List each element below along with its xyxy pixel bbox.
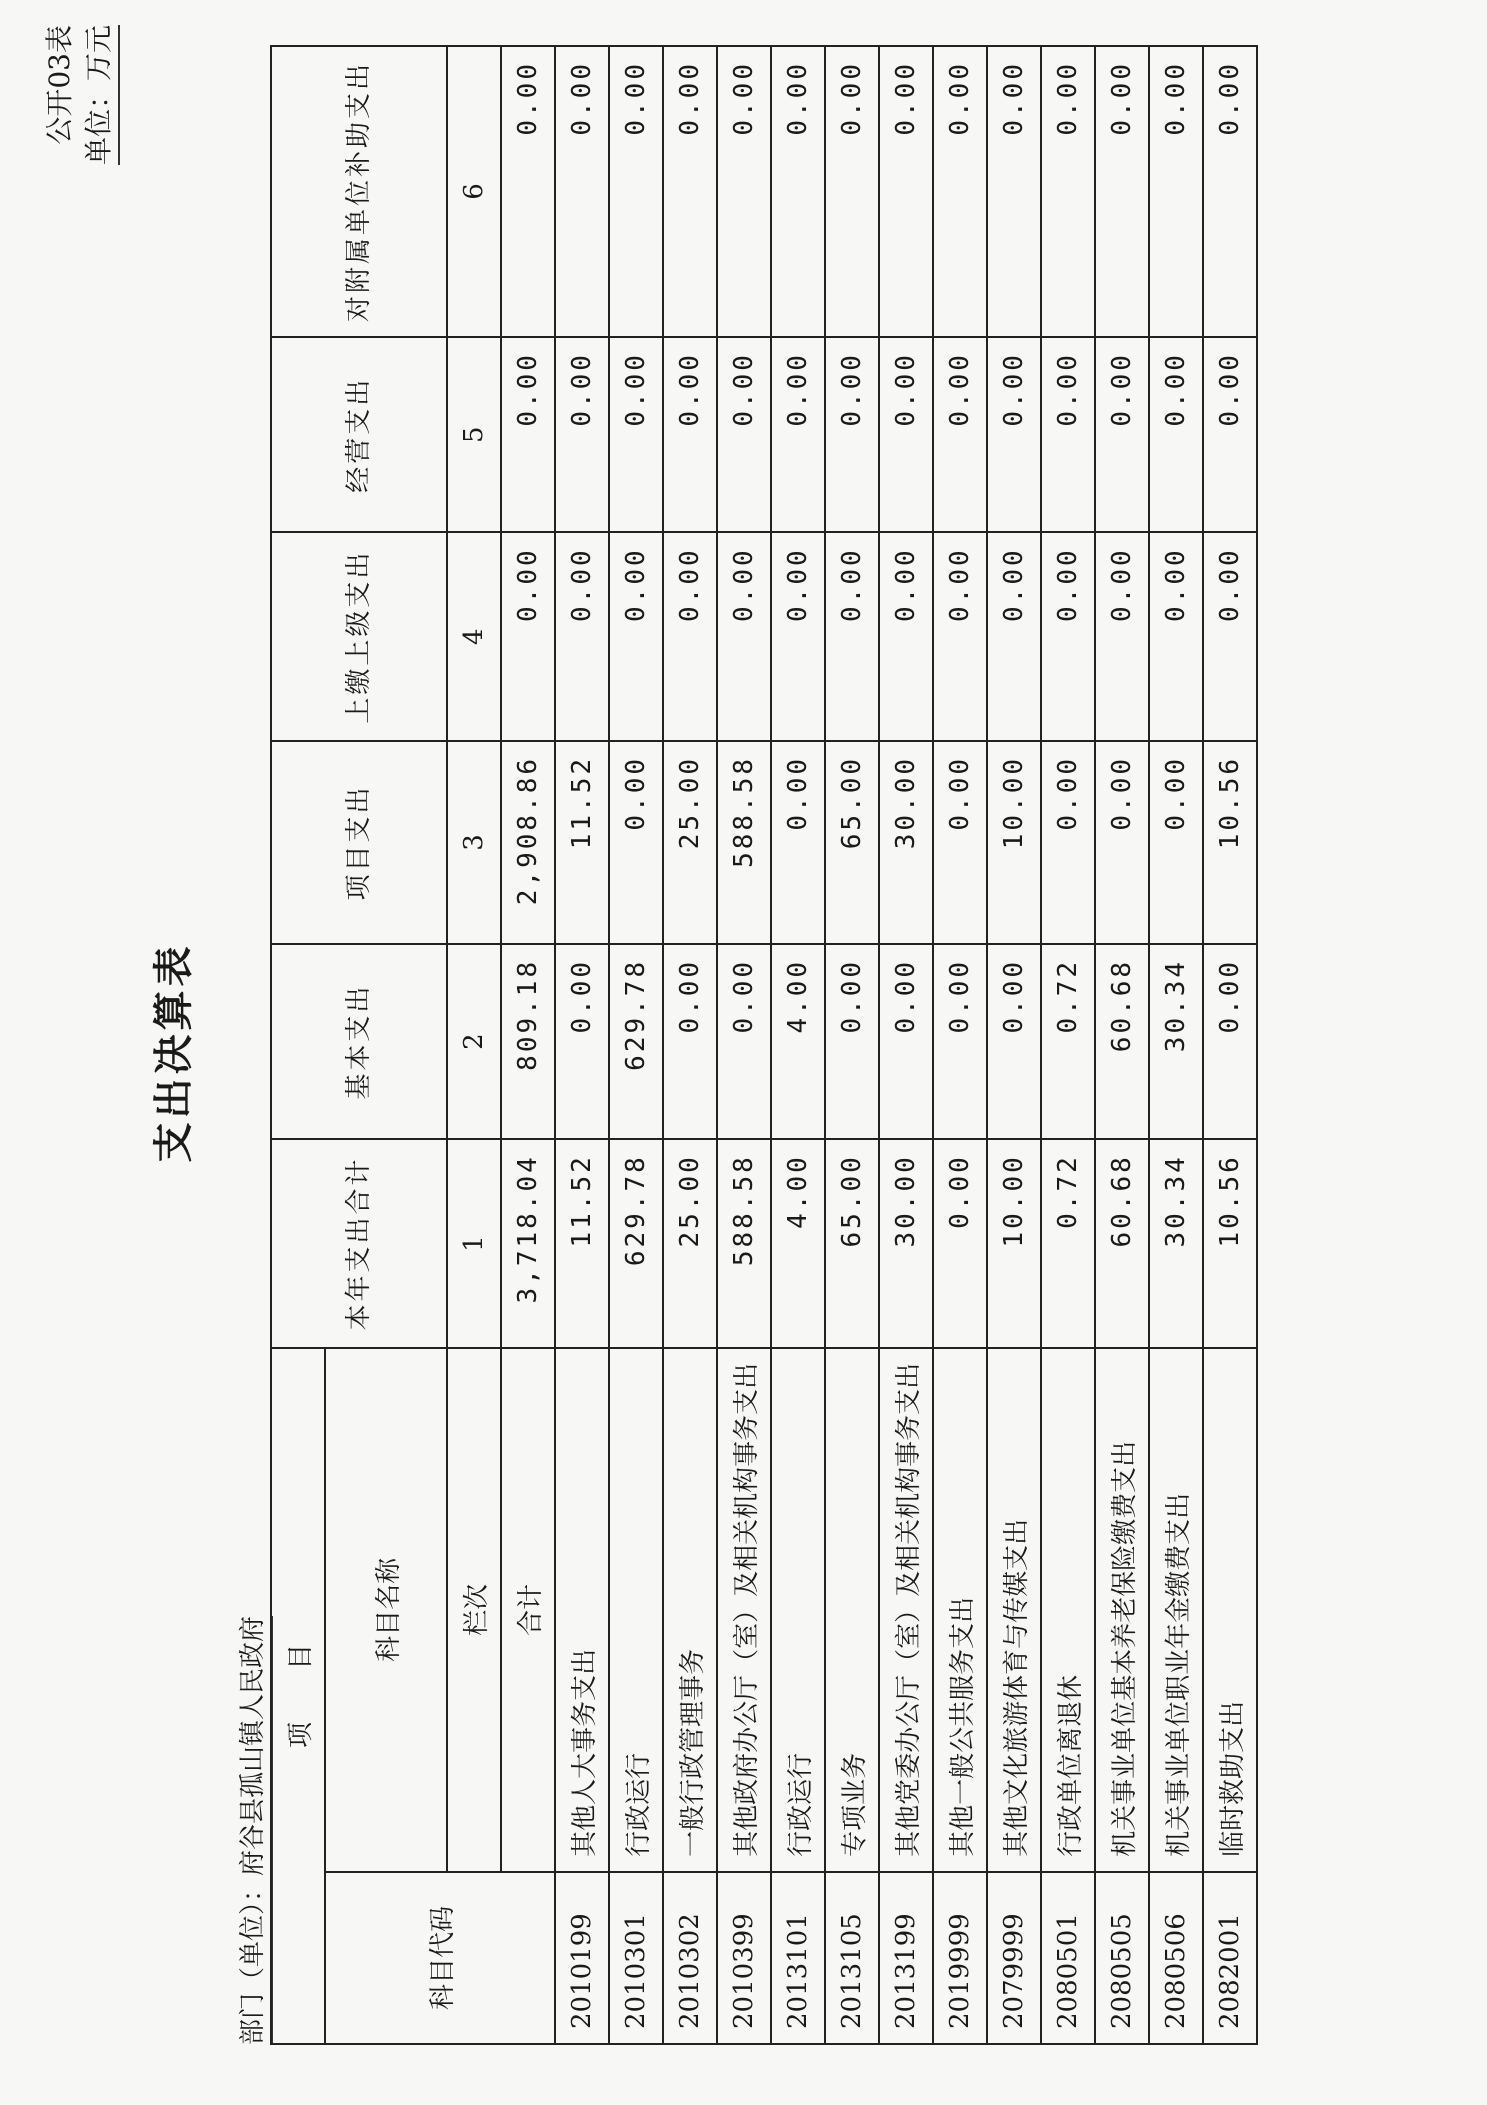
row-name: 其他文化旅游体育与传媒支出: [987, 1348, 1041, 1872]
row-value-5: 0.00: [987, 337, 1041, 532]
row-value-4: 0.00: [555, 532, 609, 741]
row-value-4: 0.00: [1041, 532, 1095, 741]
row-value-6: 0.00: [609, 46, 663, 337]
row-value-2: 629.78: [609, 944, 663, 1139]
row-value-6: 0.00: [933, 46, 987, 337]
row-value-5: 0.00: [1041, 337, 1095, 532]
row-name: 机关事业单位基本养老保险缴费支出: [1095, 1348, 1149, 1872]
total-value-2: 809.18: [501, 944, 555, 1139]
total-label: 合计: [501, 1348, 555, 1872]
table-row: [717, 46, 771, 2044]
row-value-2: 0.00: [933, 944, 987, 1139]
lanci-label: 栏次: [447, 1348, 501, 1872]
lanci-4: 4: [447, 532, 501, 741]
row-value-3: 0.00: [933, 741, 987, 944]
row-value-4: 0.00: [1203, 532, 1257, 741]
row-code: 2013105: [825, 1872, 879, 2044]
table-body: [555, 46, 1257, 2044]
row-value-3: 0.00: [1095, 741, 1149, 944]
row-value-1: 10.00: [987, 1139, 1041, 1348]
row-value-5: 0.00: [933, 337, 987, 532]
table-row: [555, 46, 609, 2044]
row-name: 行政单位离退休: [1041, 1348, 1095, 1872]
row-name: 行政运行: [609, 1348, 663, 1872]
row-value-5: 0.00: [771, 337, 825, 532]
table-row: [609, 46, 663, 2044]
row-code: 2010302: [663, 1872, 717, 2044]
row-value-3: 588.58: [717, 741, 771, 944]
row-value-6: 0.00: [663, 46, 717, 337]
row-value-5: 0.00: [609, 337, 663, 532]
row-value-5: 0.00: [717, 337, 771, 532]
row-value-4: 0.00: [717, 532, 771, 741]
row-value-2: 60.68: [1095, 944, 1149, 1139]
row-value-3: 10.00: [987, 741, 1041, 944]
table-row: [987, 46, 1041, 2044]
row-value-6: 0.00: [987, 46, 1041, 337]
row-value-3: 25.00: [663, 741, 717, 944]
code-col-header: 科目代码: [325, 1872, 555, 2044]
row-name: 机关事业单位职业年金缴费支出: [1149, 1348, 1203, 1872]
row-code: 2080506: [1149, 1872, 1203, 2044]
row-value-1: 65.00: [825, 1139, 879, 1348]
row-value-3: 0.00: [609, 741, 663, 944]
row-value-4: 0.00: [987, 532, 1041, 741]
row-name: 其他一般公共服务支出: [933, 1348, 987, 1872]
col-header-2: 基本支出: [271, 944, 447, 1139]
row-value-6: 0.00: [1041, 46, 1095, 337]
expenditure-table: [270, 45, 1258, 2045]
table-row: [825, 46, 879, 2044]
total-value-4: 0.00: [501, 532, 555, 741]
row-value-5: 0.00: [879, 337, 933, 532]
total-value-1: 3,718.04: [501, 1139, 555, 1348]
row-value-2: 0.72: [1041, 944, 1095, 1139]
row-value-5: 0.00: [663, 337, 717, 532]
row-value-4: 0.00: [609, 532, 663, 741]
table-row: [1041, 46, 1095, 2044]
row-value-1: 30.34: [1149, 1139, 1203, 1348]
row-value-3: 65.00: [825, 741, 879, 944]
table-row: [771, 46, 825, 2044]
row-value-6: 0.00: [717, 46, 771, 337]
row-value-6: 0.00: [879, 46, 933, 337]
row-value-5: 0.00: [555, 337, 609, 532]
total-row: [501, 46, 555, 2044]
col-header-1: 本年支出合计: [271, 1139, 447, 1348]
row-value-5: 0.00: [1149, 337, 1203, 532]
row-value-1: 60.68: [1095, 1139, 1149, 1348]
row-value-5: 0.00: [825, 337, 879, 532]
form-id: 公开03表: [43, 25, 76, 145]
row-value-2: 0.00: [717, 944, 771, 1139]
row-code: 2013199: [879, 1872, 933, 2044]
row-code: 2082001: [1203, 1872, 1257, 2044]
row-value-1: 629.78: [609, 1139, 663, 1348]
row-name: 一般行政管理事务: [663, 1348, 717, 1872]
row-value-1: 11.52: [555, 1139, 609, 1348]
corner-labels: [40, 25, 120, 165]
lanci-1: 1: [447, 1139, 501, 1348]
row-value-1: 4.00: [771, 1139, 825, 1348]
col-header-6: 对附属单位补助支出: [271, 46, 447, 337]
row-value-1: 10.56: [1203, 1139, 1257, 1348]
lanci-5: 5: [447, 337, 501, 532]
table-row: [1095, 46, 1149, 2044]
row-code: 2080505: [1095, 1872, 1149, 2044]
department-label: 部门（单位）：府谷县孤山镇人民政府: [232, 1616, 273, 2045]
row-value-2: 0.00: [555, 944, 609, 1139]
unit-label: 单位：万元: [79, 25, 120, 165]
row-code: 2019999: [933, 1872, 987, 2044]
lanci-6: 6: [447, 46, 501, 337]
row-code: 2010199: [555, 1872, 609, 2044]
total-value-3: 2,908.86: [501, 741, 555, 944]
col-header-4: 上缴上级支出: [271, 532, 447, 741]
row-value-4: 0.00: [825, 532, 879, 741]
row-value-6: 0.00: [825, 46, 879, 337]
row-code: 2080501: [1041, 1872, 1095, 2044]
total-value-6: 0.00: [501, 46, 555, 337]
row-value-4: 0.00: [1149, 532, 1203, 741]
row-value-3: 11.52: [555, 741, 609, 944]
name-col-header: 科目名称: [325, 1348, 447, 1872]
table-row: [1149, 46, 1203, 2044]
row-code: 2013101: [771, 1872, 825, 2044]
lanci-2: 2: [447, 944, 501, 1139]
table-row: [663, 46, 717, 2044]
row-code: 2010301: [609, 1872, 663, 2044]
row-value-2: 0.00: [1203, 944, 1257, 1139]
row-value-1: 30.00: [879, 1139, 933, 1348]
row-value-6: 0.00: [1203, 46, 1257, 337]
row-name: 其他人大事务支出: [555, 1348, 609, 1872]
row-name: 其他政府办公厅（室）及相关机构事务支出: [717, 1348, 771, 1872]
row-name: 其他党委办公厅（室）及相关机构事务支出: [879, 1348, 933, 1872]
row-value-2: 0.00: [663, 944, 717, 1139]
row-name: 专项业务: [825, 1348, 879, 1872]
row-value-5: 0.00: [1203, 337, 1257, 532]
row-value-1: 0.72: [1041, 1139, 1095, 1348]
row-value-6: 0.00: [771, 46, 825, 337]
row-value-2: 0.00: [987, 944, 1041, 1139]
row-value-2: 30.34: [1149, 944, 1203, 1139]
row-value-2: 4.00: [771, 944, 825, 1139]
row-value-3: 0.00: [1149, 741, 1203, 944]
table-row: [879, 46, 933, 2044]
row-value-3: 0.00: [1041, 741, 1095, 944]
row-code: 2079999: [987, 1872, 1041, 2044]
row-value-4: 0.00: [663, 532, 717, 741]
lanci-3: 3: [447, 741, 501, 944]
row-name: 临时救助支出: [1203, 1348, 1257, 1872]
row-value-6: 0.00: [1149, 46, 1203, 337]
row-value-1: 0.00: [933, 1139, 987, 1348]
row-value-2: 0.00: [879, 944, 933, 1139]
col-header-3: 项目支出: [271, 741, 447, 944]
row-value-2: 0.00: [825, 944, 879, 1139]
row-value-5: 0.00: [1095, 337, 1149, 532]
row-value-4: 0.00: [1095, 532, 1149, 741]
page-title: 支出决算表: [150, 942, 197, 1163]
row-value-4: 0.00: [933, 532, 987, 741]
total-value-5: 0.00: [501, 337, 555, 532]
row-value-4: 0.00: [771, 532, 825, 741]
row-value-6: 0.00: [1095, 46, 1149, 337]
row-value-4: 0.00: [879, 532, 933, 741]
table-row: [933, 46, 987, 2044]
project-header: 项 目: [271, 1348, 325, 2044]
row-value-1: 25.00: [663, 1139, 717, 1348]
row-value-6: 0.00: [555, 46, 609, 337]
col-header-5: 经营支出: [271, 337, 447, 532]
row-code: 2010399: [717, 1872, 771, 2044]
table-row: [1203, 46, 1257, 2044]
row-value-3: 10.56: [1203, 741, 1257, 944]
row-value-1: 588.58: [717, 1139, 771, 1348]
row-value-3: 0.00: [771, 741, 825, 944]
row-name: 行政运行: [771, 1348, 825, 1872]
row-value-3: 30.00: [879, 741, 933, 944]
